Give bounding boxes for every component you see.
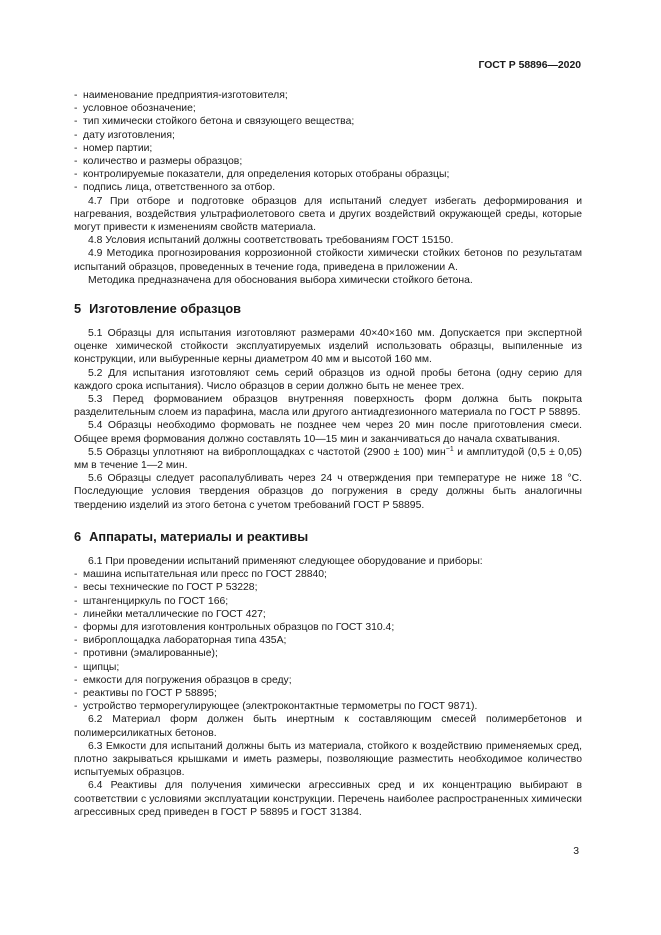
paragraph-5-5-part-b: и амплитудой (0,5 ± 0,05) мм в течение 1—2 мин. [74,446,582,472]
paragraph-5-3: 5.3 Перед формованием образцов внутренняя поверхность форм должна быть покрыта разделительным слоем из парафина, масла или другого антиадгезионного материала по ГОСТ Р 58895. [74,394,582,419]
section-6-title: Аппараты, материалы и реактивы [89,528,309,544]
list-item: - противни (эмалированные); [74,647,582,660]
paragraph-5-5 [74,446,582,472]
list-item: - емкости для погружения образцов в среду; [74,674,582,687]
list-item: - наименование предприятия-изготовителя; [74,89,582,102]
list-item: - щипцы; [74,661,582,674]
list-item: - машина испытательная или пресс по ГОСТ 28840; [74,568,582,581]
equipment-list [74,568,582,713]
list-item: - весы технические по ГОСТ Р 53228; [74,581,582,594]
paragraph-4-8: 4.8 Условия испытаний должны соответствовать требованиям ГОСТ 15150. [88,235,454,247]
paragraph-5-5-exponent: −1 [445,445,454,453]
section-5-heading [74,301,582,317]
paragraph-5-1: 5.1 Образцы для испытания изготовляют размерами 40×40×160 мм. Допускается при экспертной оценке химической стойкости эксплуатируемых изделий использовать образцы, выпиленные из конструкции, или выбуренные керны диаметром 40 мм и высотой 160 мм. [74,328,582,366]
paragraph-4-9: 4.9 Методика прогнозирования коррозионной стойкости химически стойких бетонов по результатам испытаний образцов, проведенных в течение года, приведена в приложении А. [74,248,582,273]
paragraph-5-5-part-a: 5.5 Образцы уплотняют на виброплощадках с частотой (2900 ± 100) мин [88,446,446,458]
list-item: - реактивы по ГОСТ Р 58895; [74,687,582,700]
document-body [74,89,582,819]
paragraph-6-3: 6.3 Емкости для испытаний должны быть из материала, стойкого к воздействию применяемых сред, плотно закрываться крышками и иметь размеры, позволяющие разместить необходимое количество испытуемых образцов. [74,740,582,779]
list-item: - контролируемые показатели, для определения которых отобраны образцы; [74,168,582,181]
intro-list [74,89,582,195]
page-header-standard: ГОСТ Р 58896—2020 [478,60,581,71]
list-item: - виброплощадка лабораторная типа 435А; [74,634,582,647]
paragraph-4-9-note: Методика предназначена для обоснования выбора химически стойкого бетона. [88,274,473,286]
section-6-heading [74,529,582,545]
section-5-title: Изготовление образцов [89,301,242,317]
list-item: - дату изготовления; [74,129,582,142]
list-item: - штангенциркуль по ГОСТ 166; [74,595,582,608]
section-6-number: 6 [74,528,82,544]
list-item: - подпись лица, ответственного за отбор. [74,181,582,194]
list-item: - формы для изготовления контрольных образцов по ГОСТ 310.4; [74,621,582,634]
page-number: 3 [573,846,579,857]
paragraph-5-4: 5.4 Образцы необходимо формовать не позднее чем через 20 мин после приготовления смеси. Общее время формования должно составлять 10—15 мин и заканчиваться до начала схватывания. [74,420,582,445]
paragraph-6-2: 6.2 Материал форм должен быть инертным к составляющим смесей полимербетонов и полимерсиликатных бетонов. [74,714,582,739]
list-item: - номер партии; [74,142,582,155]
paragraph-5-6: 5.6 Образцы следует расопалубливать через 24 ч отверждения при температуре не ниже 18 °С. Последующие условия твердения образцов до погружения в среду должны быть аналогичны твердению изделий из этого бетона с учетом требований ГОСТ Р 58895. [74,473,582,511]
list-item: - устройство терморегулирующее (электроконтактные термометры по ГОСТ 9871). [74,700,582,713]
paragraph-6-1: 6.1 При проведении испытаний применяют следующее оборудование и приборы: [88,555,483,567]
paragraph-6-4: 6.4 Реактивы для получения химически агрессивных сред и их концентрацию выбирают в соответствии с условиями эксплуатации конструкции. Перечень наиболее распространенных химически агрессивных сред приведен в ГОСТ Р 58895 и ГОСТ 31384. [74,780,582,818]
list-item: - тип химически стойкого бетона и связующего вещества; [74,115,582,128]
list-item: - условное обозначение; [74,102,582,115]
list-item: - количество и размеры образцов; [74,155,582,168]
list-item: - линейки металлические по ГОСТ 427; [74,608,582,621]
paragraph-5-2: 5.2 Для испытания изготовляют семь серий образцов из одной пробы бетона (одну серию для каждого срока испытания). Число образцов в серии должно быть не менее трех. [74,367,582,392]
paragraph-4-7: 4.7 При отборе и подготовке образцов для испытаний следует избегать деформирования и нагревания, воздействия ультрафиолетового света и других воздействий окружающей среды, которые могут привести к изменениям свойств материала. [74,195,582,234]
section-5-number: 5 [74,301,82,317]
